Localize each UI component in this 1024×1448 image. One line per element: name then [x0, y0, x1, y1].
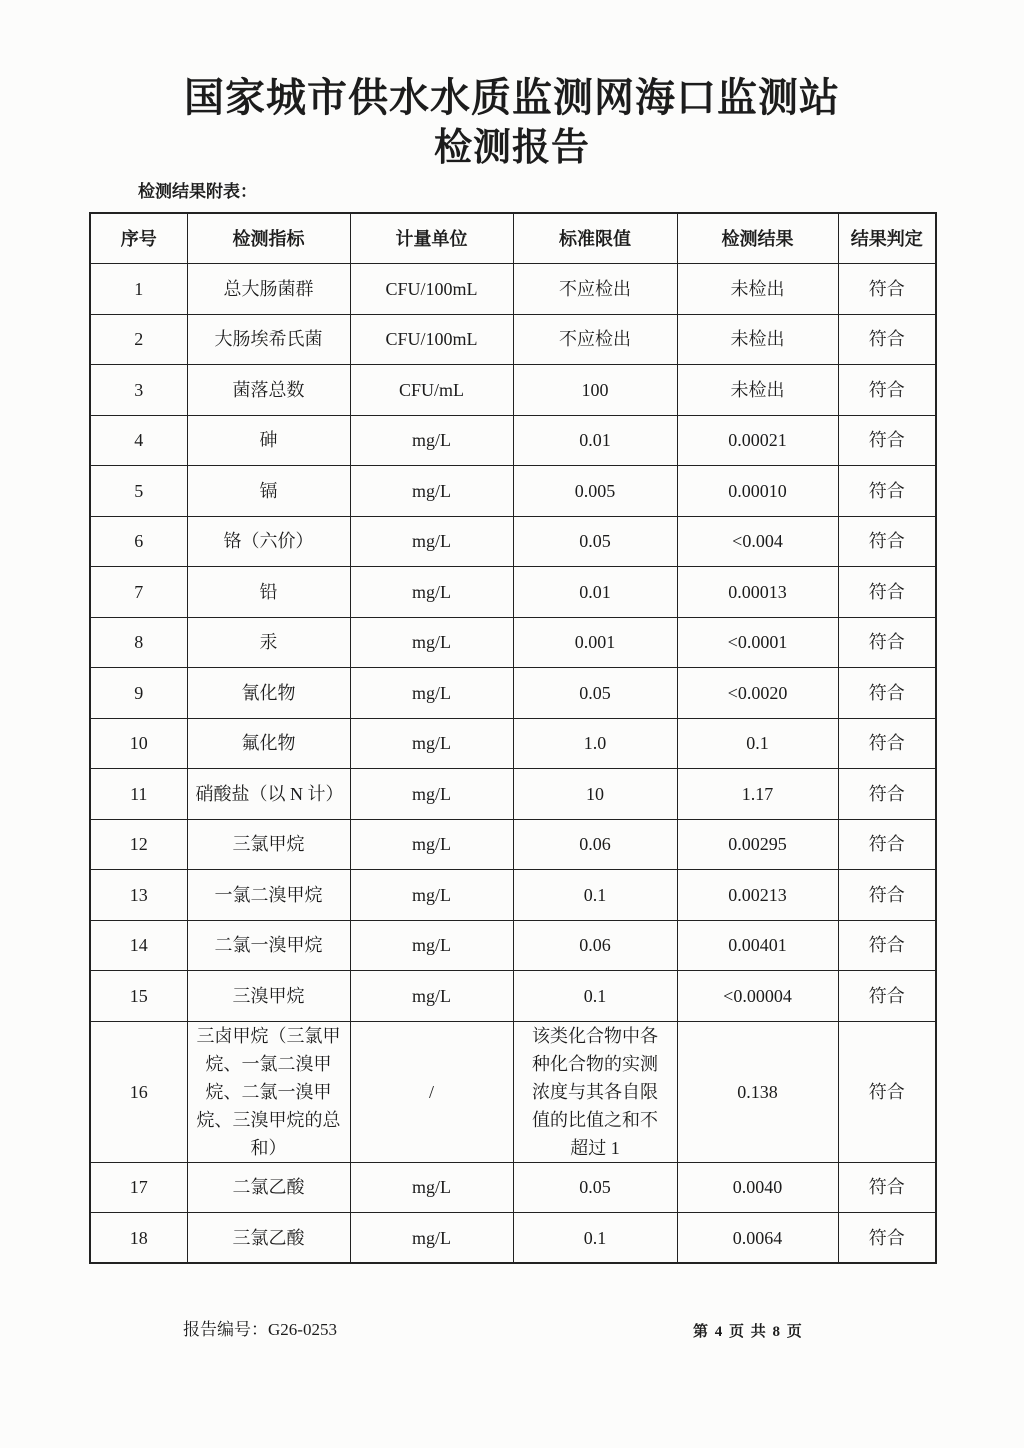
verdict-cell: 符合	[838, 617, 936, 668]
verdict-cell: 符合	[838, 516, 936, 567]
table-row	[90, 516, 936, 567]
table-row	[90, 971, 936, 1022]
test-result-cell: 0.00295	[677, 819, 838, 870]
test-result-cell: 1.17	[677, 769, 838, 820]
test-result-cell: <0.004	[677, 516, 838, 567]
verdict-cell: 符合	[838, 718, 936, 769]
indicator-cell: 三溴甲烷	[187, 971, 350, 1022]
column-header-number: 序号	[90, 213, 187, 264]
table-row	[90, 769, 936, 820]
test-result-cell: 0.00401	[677, 920, 838, 971]
table-row	[90, 870, 936, 921]
test-result-cell: 0.138	[677, 1021, 838, 1162]
test-result-cell: 0.0064	[677, 1213, 838, 1264]
table-header-row	[90, 213, 936, 264]
verdict-cell: 符合	[838, 870, 936, 921]
indicator-cell: 大肠埃希氏菌	[187, 314, 350, 365]
table-row	[90, 264, 936, 315]
test-result-cell: 0.00010	[677, 466, 838, 517]
table-row	[90, 718, 936, 769]
verdict-cell: 符合	[838, 365, 936, 416]
column-header-limit: 标准限值	[513, 213, 677, 264]
standard-limit-cell: 0.001	[513, 617, 677, 668]
unit-cell: mg/L	[350, 668, 513, 719]
table-row	[90, 617, 936, 668]
standard-limit-cell: 10	[513, 769, 677, 820]
indicator-cell: 二氯一溴甲烷	[187, 920, 350, 971]
indicator-cell: 三氯甲烷	[187, 819, 350, 870]
verdict-cell: 符合	[838, 1162, 936, 1213]
unit-cell: /	[350, 1021, 513, 1162]
row-number-cell: 7	[90, 567, 187, 618]
indicator-cell: 砷	[187, 415, 350, 466]
test-result-cell: <0.00004	[677, 971, 838, 1022]
test-result-cell: 0.00213	[677, 870, 838, 921]
test-result-cell: <0.0001	[677, 617, 838, 668]
row-number-cell: 11	[90, 769, 187, 820]
table-row	[90, 920, 936, 971]
row-number-cell: 4	[90, 415, 187, 466]
standard-limit-cell: 0.1	[513, 971, 677, 1022]
standard-limit-cell: 100	[513, 365, 677, 416]
table-row	[90, 819, 936, 870]
table-row	[90, 1162, 936, 1213]
table-row	[90, 466, 936, 517]
row-number-cell: 1	[90, 264, 187, 315]
standard-limit-cell: 0.06	[513, 819, 677, 870]
test-result-cell: 未检出	[677, 365, 838, 416]
test-result-cell: 未检出	[677, 264, 838, 315]
unit-cell: mg/L	[350, 617, 513, 668]
verdict-cell: 符合	[838, 264, 936, 315]
table-row	[90, 365, 936, 416]
unit-cell: CFU/100mL	[350, 314, 513, 365]
standard-limit-cell: 0.05	[513, 668, 677, 719]
standard-limit-cell: 不应检出	[513, 264, 677, 315]
verdict-cell: 符合	[838, 466, 936, 517]
indicator-cell: 硝酸盐（以 N 计）	[187, 769, 350, 820]
row-number-cell: 6	[90, 516, 187, 567]
unit-cell: CFU/100mL	[350, 264, 513, 315]
column-header-verdict: 结果判定	[838, 213, 936, 264]
column-header-indicator: 检测指标	[187, 213, 350, 264]
verdict-cell: 符合	[838, 920, 936, 971]
table-row	[90, 415, 936, 466]
unit-cell: mg/L	[350, 466, 513, 517]
unit-cell: mg/L	[350, 769, 513, 820]
row-number-cell: 16	[90, 1021, 187, 1162]
standard-limit-cell: 该类化合物中各种化合物的实测浓度与其各自限值的比值之和不超过 1	[513, 1021, 677, 1162]
indicator-cell: 一氯二溴甲烷	[187, 870, 350, 921]
unit-cell: mg/L	[350, 870, 513, 921]
unit-cell: mg/L	[350, 516, 513, 567]
test-result-cell: 0.1	[677, 718, 838, 769]
standard-limit-cell: 0.1	[513, 870, 677, 921]
row-number-cell: 13	[90, 870, 187, 921]
row-number-cell: 17	[90, 1162, 187, 1213]
row-number-cell: 5	[90, 466, 187, 517]
unit-cell: mg/L	[350, 1162, 513, 1213]
standard-limit-cell: 不应检出	[513, 314, 677, 365]
column-header-unit: 计量单位	[350, 213, 513, 264]
table-row	[90, 314, 936, 365]
row-number-cell: 10	[90, 718, 187, 769]
test-result-cell: 0.00013	[677, 567, 838, 618]
unit-cell: mg/L	[350, 920, 513, 971]
table-row	[90, 1021, 936, 1162]
test-result-cell: <0.0020	[677, 668, 838, 719]
row-number-cell: 2	[90, 314, 187, 365]
unit-cell: mg/L	[350, 567, 513, 618]
unit-cell: mg/L	[350, 819, 513, 870]
table-row	[90, 668, 936, 719]
indicator-cell: 汞	[187, 617, 350, 668]
row-number-cell: 18	[90, 1213, 187, 1264]
row-number-cell: 9	[90, 668, 187, 719]
standard-limit-cell: 0.1	[513, 1213, 677, 1264]
standard-limit-cell: 0.05	[513, 1162, 677, 1213]
verdict-cell: 符合	[838, 819, 936, 870]
verdict-cell: 符合	[838, 971, 936, 1022]
unit-cell: mg/L	[350, 718, 513, 769]
verdict-cell: 符合	[838, 1021, 936, 1162]
standard-limit-cell: 0.01	[513, 567, 677, 618]
standard-limit-cell: 0.01	[513, 415, 677, 466]
page-indicator: 第 4 页 共 8 页	[693, 1324, 802, 1340]
verdict-cell: 符合	[838, 769, 936, 820]
indicator-cell: 铬（六价）	[187, 516, 350, 567]
indicator-cell: 菌落总数	[187, 365, 350, 416]
row-number-cell: 14	[90, 920, 187, 971]
indicator-cell: 镉	[187, 466, 350, 517]
indicator-cell: 铅	[187, 567, 350, 618]
row-number-cell: 3	[90, 365, 187, 416]
unit-cell: mg/L	[350, 971, 513, 1022]
test-result-cell: 未检出	[677, 314, 838, 365]
row-number-cell: 12	[90, 819, 187, 870]
indicator-cell: 三卤甲烷（三氯甲烷、一氯二溴甲烷、二氯一溴甲烷、三溴甲烷的总和）	[187, 1021, 350, 1162]
results-table	[89, 212, 937, 1264]
standard-limit-cell: 0.005	[513, 466, 677, 517]
row-number-cell: 15	[90, 971, 187, 1022]
unit-cell: mg/L	[350, 415, 513, 466]
verdict-cell: 符合	[838, 668, 936, 719]
table-row	[90, 567, 936, 618]
standard-limit-cell: 0.05	[513, 516, 677, 567]
report-title: 国家城市供水水质监测网海口监测站	[184, 75, 840, 120]
test-result-cell: 0.00021	[677, 415, 838, 466]
verdict-cell: 符合	[838, 1213, 936, 1264]
standard-limit-cell: 0.06	[513, 920, 677, 971]
column-header-result: 检测结果	[677, 213, 838, 264]
indicator-cell: 氰化物	[187, 668, 350, 719]
report-number: 报告编号：G26-0253	[183, 1320, 337, 1339]
verdict-cell: 符合	[838, 314, 936, 365]
indicator-cell: 二氯乙酸	[187, 1162, 350, 1213]
indicator-cell: 三氯乙酸	[187, 1213, 350, 1264]
test-result-cell: 0.0040	[677, 1162, 838, 1213]
indicator-cell: 氟化物	[187, 718, 350, 769]
verdict-cell: 符合	[838, 415, 936, 466]
row-number-cell: 8	[90, 617, 187, 668]
table-row	[90, 1213, 936, 1264]
verdict-cell: 符合	[838, 567, 936, 618]
standard-limit-cell: 1.0	[513, 718, 677, 769]
results-table-body	[90, 264, 936, 1264]
report-subtitle: 检测报告	[433, 127, 590, 169]
unit-cell: CFU/mL	[350, 365, 513, 416]
indicator-cell: 总大肠菌群	[187, 264, 350, 315]
unit-cell: mg/L	[350, 1213, 513, 1264]
appendix-label: 检测结果附表：	[138, 182, 257, 201]
